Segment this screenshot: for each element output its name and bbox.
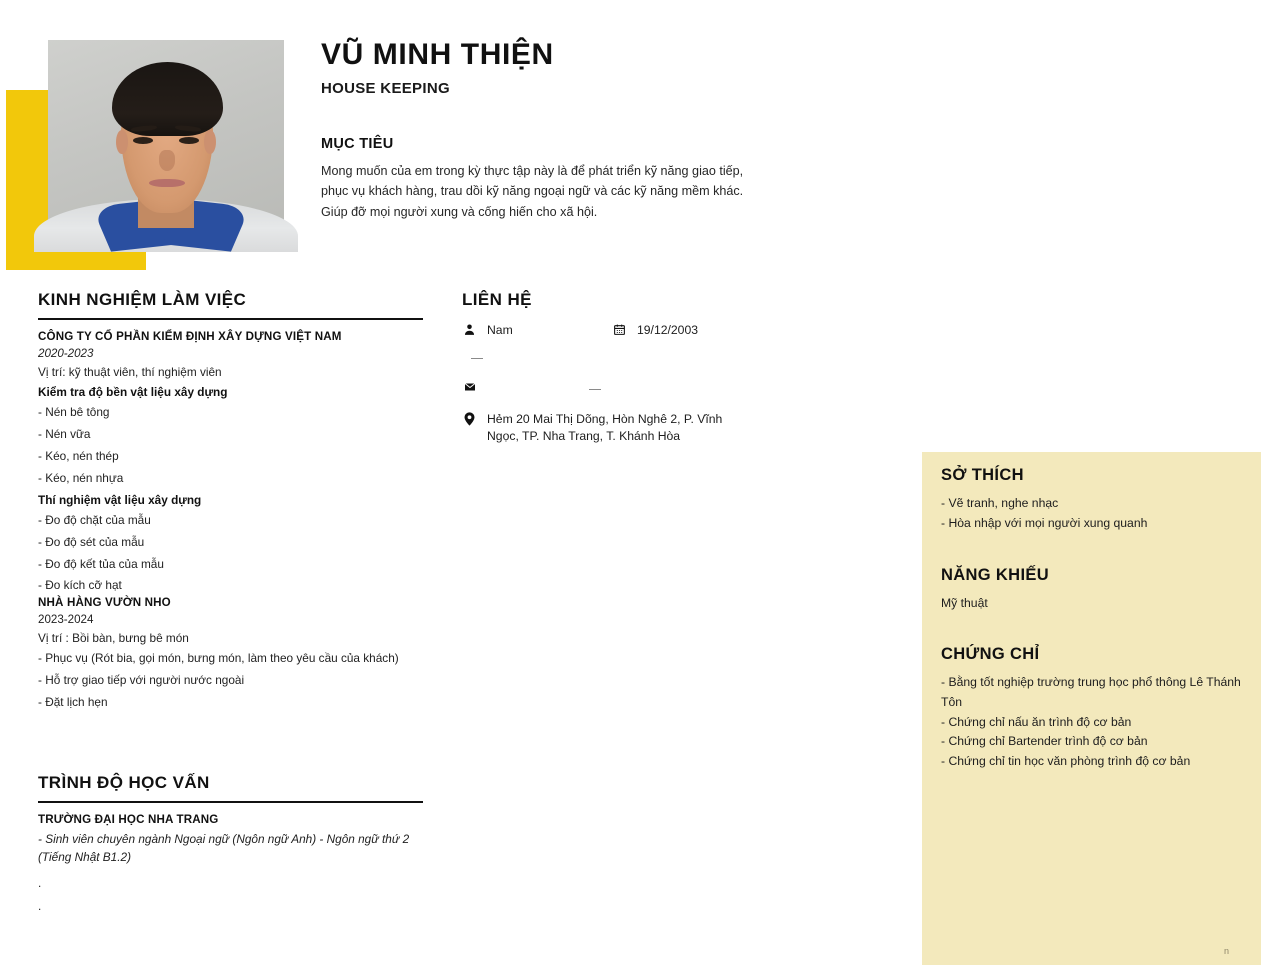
contact-row-phone (461, 349, 800, 371)
school-name: TRƯỜNG ĐẠI HỌC NHA TRANG (38, 813, 219, 827)
candidate-name: VŨ MINH THIỆN (321, 38, 554, 71)
hobbies-title: SỞ THÍCH (941, 466, 1024, 484)
resume-header (0, 0, 800, 290)
contact-row-address (461, 411, 800, 446)
experience-section (38, 290, 430, 711)
phone-icon (461, 349, 478, 350)
objective-section (321, 136, 773, 222)
experience-divider (38, 318, 423, 320)
contact-dob: 19/12/2003 (637, 323, 698, 337)
task-group-heading: Kiểm tra độ bền vật liệu xây dựng (38, 385, 228, 399)
task-bullet: - Kéo, nén nhựa (38, 470, 124, 485)
talent-text: Mỹ thuật (941, 595, 988, 610)
contact-row-personal (461, 322, 800, 340)
certificate-item: - Bằng tốt nghiệp trường trung học phổ thông Lê Thánh Tôn (941, 675, 1241, 709)
education-detail: - Sinh viên chuyên ngành Ngoại ngữ (Ngôn ngữ Anh) - Ngôn ngữ thứ 2 (Tiếng Nhật B1.2) (38, 832, 410, 864)
hobbies-section (941, 466, 1242, 534)
certificate-item: - Chứng chỉ tin học văn phòng trình độ cơ bản (941, 754, 1191, 769)
employer-name: CÔNG TY CỔ PHẦN KIỂM ĐỊNH XÂY DỰNG VIỆT NAM (38, 330, 342, 343)
corner-mark: n (1223, 946, 1229, 956)
photo-eye-right (179, 137, 199, 144)
education-extra-line: . (38, 875, 42, 890)
task-bullet: - Nén bê tông (38, 405, 110, 419)
contact-gender: Nam (487, 323, 513, 337)
contact-row-email (461, 380, 800, 402)
name-block (321, 38, 781, 97)
photo-mouth (149, 179, 184, 188)
hobby-item: - Hòa nhập với mọi người xung quanh (941, 515, 1148, 530)
experience-title: KINH NGHIỆM LÀM VIỆC (38, 290, 247, 309)
redacted-phone-mark (471, 358, 483, 359)
certificate-item: - Chứng chỉ nấu ăn trình độ cơ bản (941, 714, 1132, 729)
talent-section (941, 566, 1242, 614)
task-bullet: - Phục vụ (Rót bia, gọi món, bưng món, làm theo yêu cầu của khách) (38, 651, 399, 666)
contact-address: Hẻm 20 Mai Thị Dõng, Hòn Nghê 2, P. Vĩnh Ngọc, TP. Nha Trang, T. Khánh Hòa (487, 411, 723, 444)
resume-body (0, 290, 1241, 965)
profile-photo (48, 40, 284, 244)
experience-item (38, 596, 430, 711)
photo-nose (159, 150, 176, 170)
redacted-email-mark (589, 389, 601, 390)
objective-heading: MỤC TIÊU (321, 136, 394, 152)
hobby-item: - Vẽ tranh, nghe nhạc (941, 496, 1059, 510)
task-bullet: - Đặt lịch hẹn (38, 695, 108, 710)
education-section (38, 773, 430, 913)
person-icon (461, 322, 478, 340)
education-divider (38, 801, 423, 803)
task-group-heading: Thí nghiệm vật liệu xây dựng (38, 492, 202, 507)
objective-text: Mong muốn của em trong kỳ thực tập này là để phát triển kỹ năng giao tiếp, phục vụ khách hàng, trau dồi kỹ năng ngoại ngữ và các kỹ năng mềm khác. Giúp đỡ mọi người xung và cống hiến cho xã hội. (321, 164, 744, 219)
task-bullet: - Đo độ kết tủa của mẫu (38, 556, 164, 571)
employment-role: Vị trí: kỹ thuật viên, thí nghiệm viên (38, 365, 222, 379)
certificate-item: - Chứng chỉ Bartender trình độ cơ bản (941, 734, 1148, 749)
task-bullet: - Kéo, nén thép (38, 448, 119, 463)
education-extra-line: . (38, 898, 42, 913)
task-bullet: - Hỗ trợ giao tiếp với người nước ngoài (38, 673, 245, 688)
certificates-title: CHỨNG CHỈ (941, 645, 1040, 664)
right-column (461, 290, 1241, 956)
employment-role: Vị trí : Bồi bàn, bưng bê món (38, 631, 189, 646)
photo-eye-left (133, 137, 153, 144)
task-bullet: - Đo độ sét của mẫu (38, 534, 145, 549)
employer-name: NHÀ HÀNG VƯỜN NHO (38, 596, 171, 610)
sidebar-cream-panel (922, 452, 1261, 965)
task-bullet: - Nén vữa (38, 426, 91, 441)
left-column (38, 290, 430, 913)
experience-item (38, 330, 430, 594)
candidate-job-title: HOUSE KEEPING (321, 80, 450, 97)
task-bullet: - Đo độ chặt của mẫu (38, 512, 151, 527)
talent-title: NĂNG KHIẾU (941, 565, 1050, 584)
photo-ear-right (204, 130, 216, 154)
task-bullet: - Đo kích cỡ hạt (38, 578, 122, 593)
contact-title: LIÊN HỆ (462, 290, 532, 309)
education-title: TRÌNH ĐỘ HỌC VẤN (38, 773, 210, 793)
employment-dates: 2020-2023 (38, 347, 94, 360)
certificates-section (941, 645, 1242, 772)
employment-dates: 2023-2024 (38, 613, 94, 627)
envelope-icon (461, 380, 478, 393)
calendar-icon (611, 322, 628, 340)
location-pin-icon (461, 411, 478, 426)
